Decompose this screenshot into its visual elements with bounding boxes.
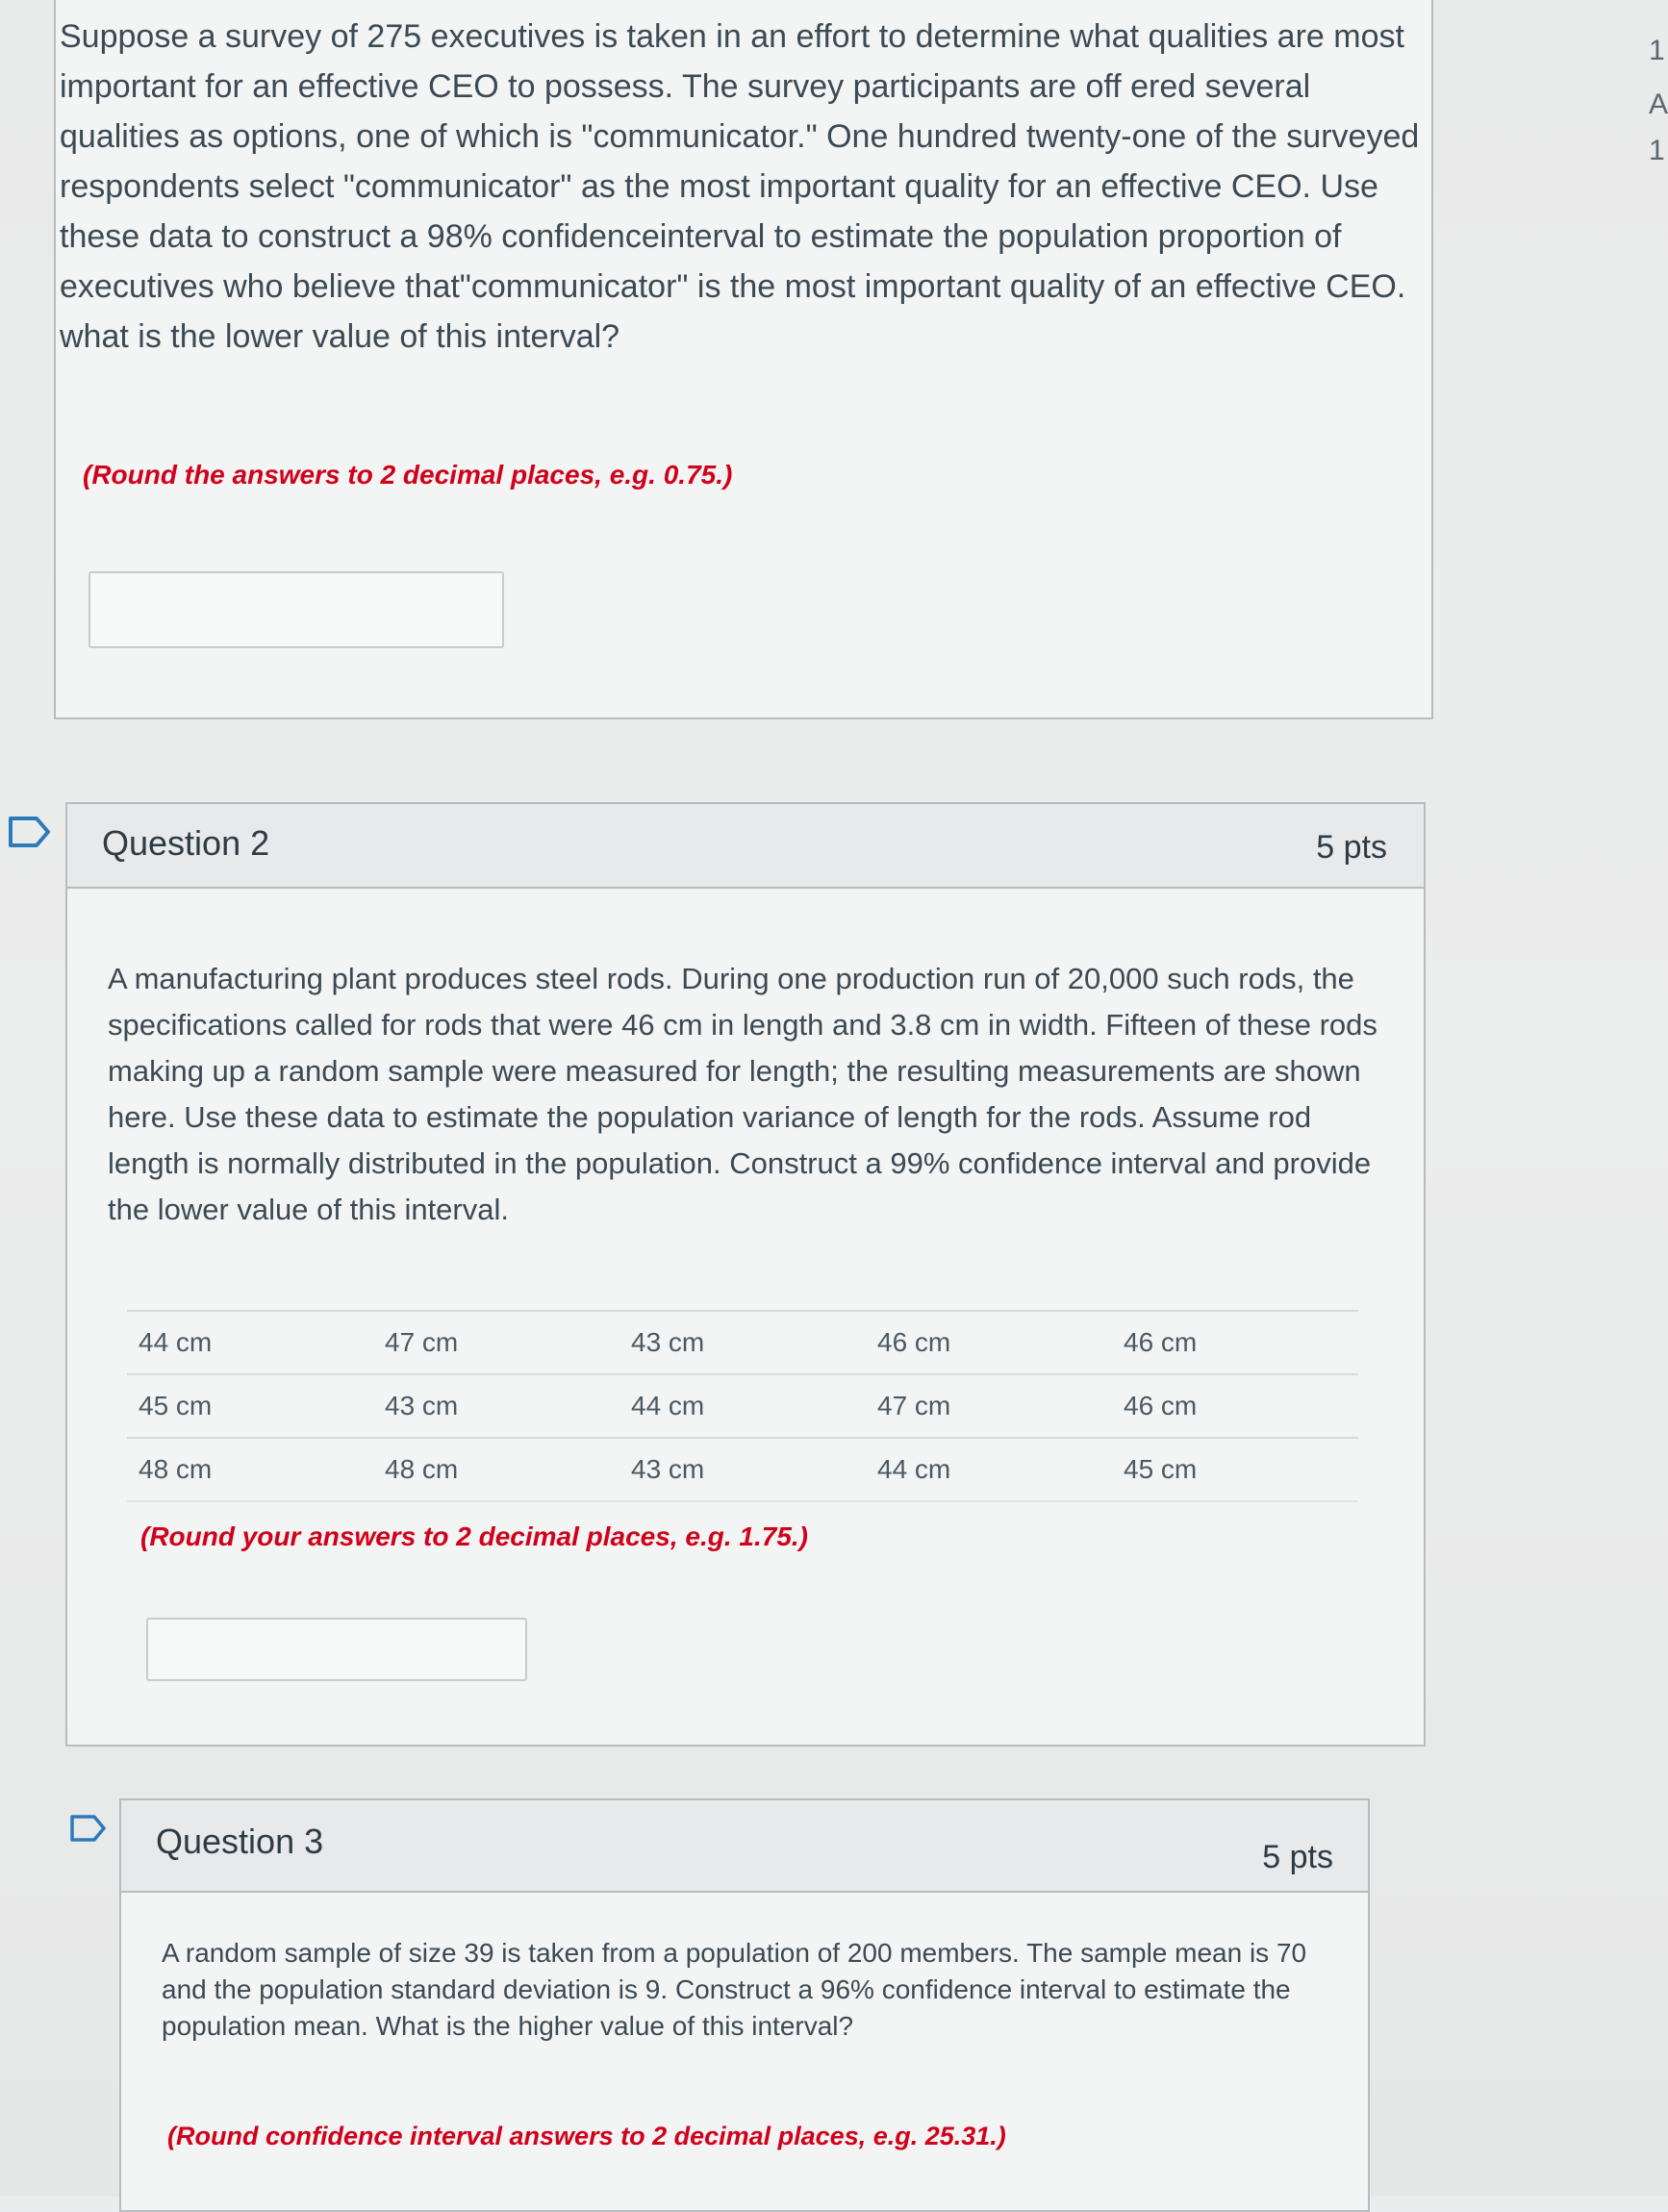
edge-text-1: 1: [1649, 35, 1665, 66]
question-2-header: [67, 804, 1424, 889]
question-2-hint: (Round your answers to 2 decimal places, e.g. 1.75.): [140, 1521, 808, 1551]
question-1-card: [54, 0, 1433, 719]
question-2-title: Question 2: [102, 823, 270, 863]
table-cell: 43 cm: [619, 1438, 866, 1501]
table-cell: 48 cm: [373, 1438, 619, 1501]
question-3-hint: (Round confidence interval answers to 2 decimal places, e.g. 25.31.): [167, 2122, 1006, 2150]
table-cell: 44 cm: [619, 1374, 866, 1438]
question-1-text: Suppose a survey of 275 executives is taken in an effort to determine what qualities are most important for an effective CEO to possess. The survey participants are off ered several qualities as options, one of which is "communicator." One hundred twenty-one of the surveyed respondents select "communicator" as the most important quality for an effective CEO. Use these data to construct a 98% confidenceinterval to estimate the population proportion of executives who believe that"communicator" is the most important quality of an effective CEO. what is the lower value of this interval?: [60, 18, 1420, 355]
edge-text-3: 1: [1649, 135, 1665, 166]
question-3-text: A random sample of size 39 is taken from a population of 200 members. The sample mean is 70 and the population standard deviation is 9. Construct a 96% confidence interval to estimate the population mean. What is the higher value of this interval?: [162, 1938, 1307, 2041]
edge-text-2: A: [1649, 88, 1668, 120]
question-2-text: A manufacturing plant produces steel rods. During one production run of 20,000 such rods, the specifications called for rods that were 46 cm in length and 3.8 cm in width. Fifteen of these rods making up a random sample were measured for length; the resulting measurements are shown here. Use these data to estimate the population variance of length for the rods. Assume rod length is normally distributed in the population. Construct a 99% confidence interval and provide the lower value of this interval.: [108, 962, 1377, 1226]
table-cell: 47 cm: [373, 1311, 619, 1374]
table-cell: 47 cm: [866, 1374, 1112, 1438]
table-cell: 46 cm: [1112, 1311, 1358, 1374]
question-1-hint: (Round the answers to 2 decimal places, e.g. 0.75.): [83, 460, 733, 490]
question-2-points: 5 pts: [1316, 829, 1387, 866]
table-cell: 45 cm: [127, 1374, 373, 1438]
table-cell: 45 cm: [1112, 1438, 1358, 1501]
rod-length-table: [127, 1310, 1358, 1502]
flag-question-2-icon[interactable]: [8, 816, 52, 848]
question-3-title: Question 3: [156, 1822, 324, 1861]
question-2-card: [65, 802, 1426, 1747]
question-2-answer-input[interactable]: [146, 1618, 527, 1681]
question-3-card: [119, 1798, 1370, 2212]
table-cell: 46 cm: [866, 1311, 1112, 1374]
table-row: [127, 1374, 1358, 1438]
table-cell: 44 cm: [127, 1311, 373, 1374]
table-row: [127, 1311, 1358, 1374]
question-3-points: 5 pts: [1262, 1839, 1333, 1875]
table-cell: 44 cm: [866, 1438, 1112, 1501]
flag-question-3-icon[interactable]: [69, 1814, 108, 1843]
question-1-answer-input[interactable]: [88, 571, 504, 648]
table-cell: 43 cm: [619, 1311, 866, 1374]
question-3-header: [121, 1800, 1368, 1893]
table-row: [127, 1438, 1358, 1501]
table-cell: 46 cm: [1112, 1374, 1358, 1438]
table-cell: 48 cm: [127, 1438, 373, 1501]
table-cell: 43 cm: [373, 1374, 619, 1438]
